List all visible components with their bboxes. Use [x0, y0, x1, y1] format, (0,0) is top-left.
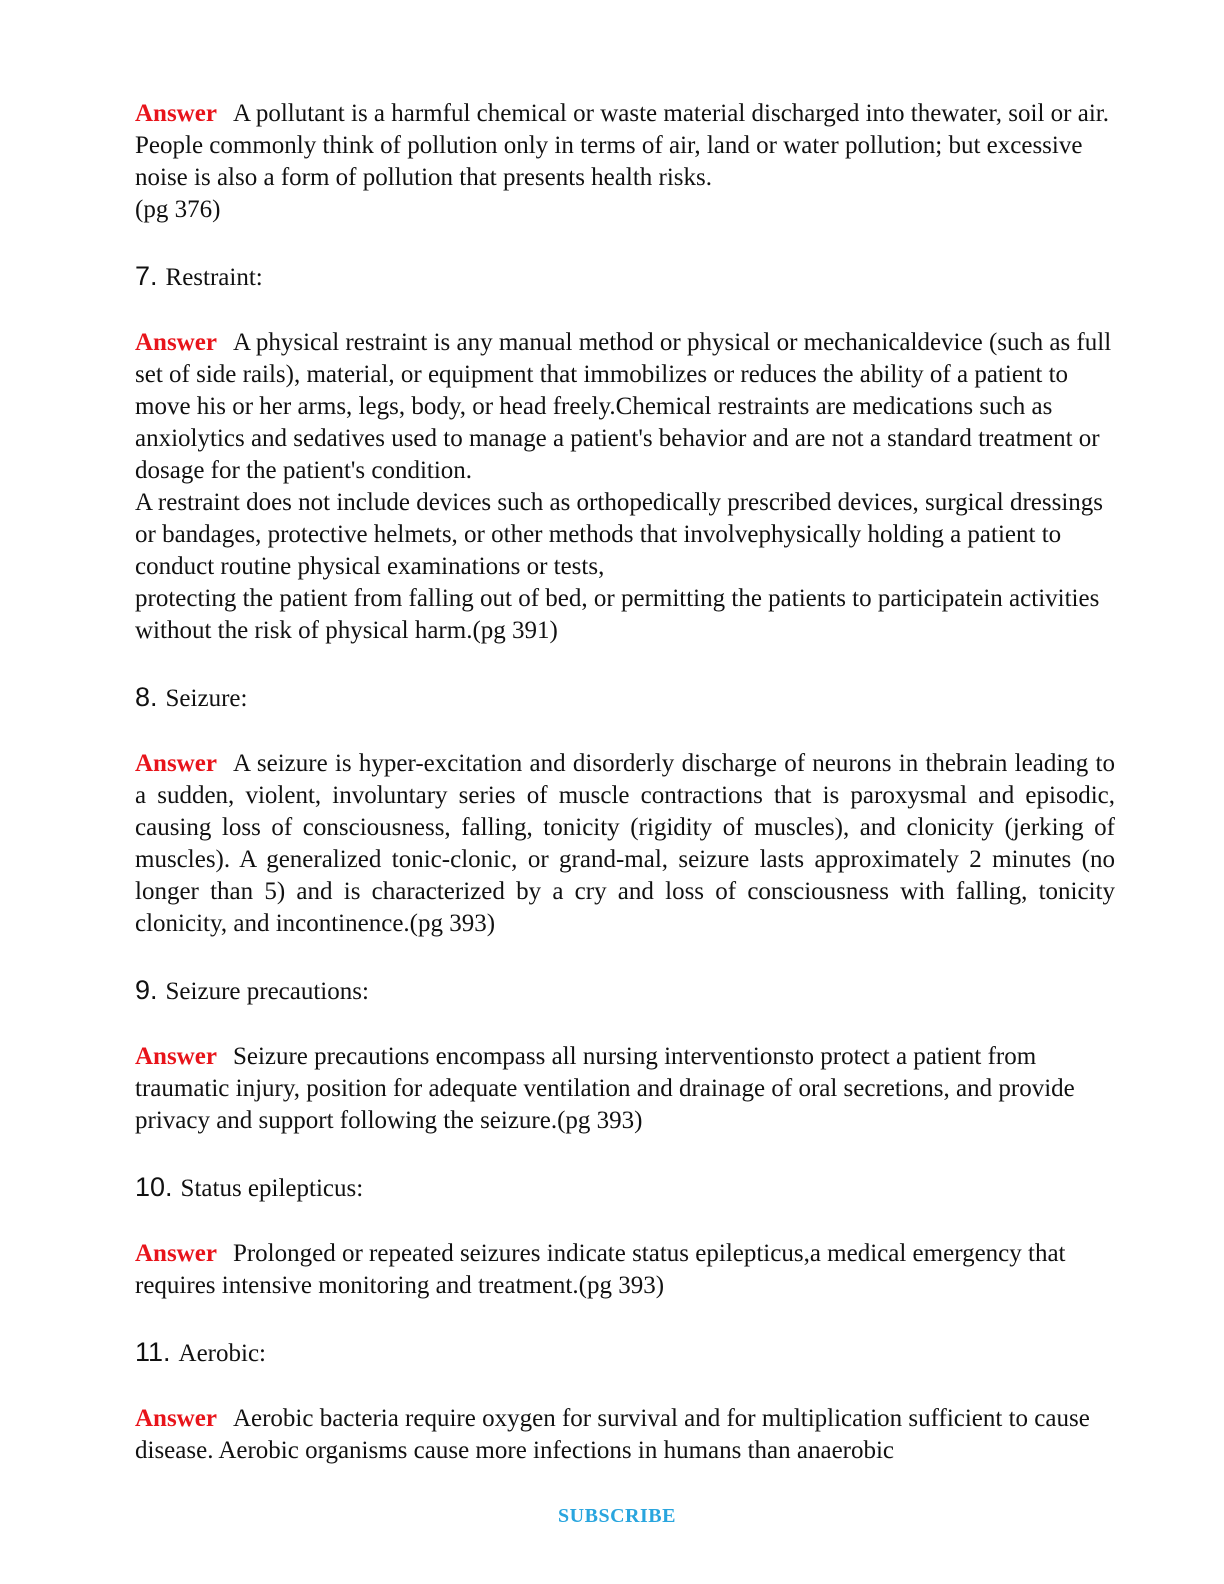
answer-7 [135, 327, 1115, 647]
answer-6-page-ref: (pg 376) [135, 196, 221, 223]
question-term: Restraint: [165, 264, 263, 291]
answer-9-paragraph [135, 1041, 1115, 1137]
answer-11-paragraph [135, 1403, 1115, 1467]
answer-8-paragraph [135, 748, 1115, 940]
answer-label: Answer [135, 1405, 217, 1432]
answer-7-paragraph-1 [135, 327, 1115, 487]
question-term: Aerobic: [178, 1340, 266, 1367]
question-term: Status epilepticus: [180, 1175, 364, 1202]
answer-6-text: A pollutant is a harmful chemical or waste material discharged into thewater, soil or air. People commonly think of pollution only in terms of air, land or water pollution; but excessive noise is also a form of pollution that presents health risks. [135, 100, 1109, 191]
answer-8-text: A seizure is hyper-excitation and disorderly discharge of neurons in thebrain leading to a sudden, violent, involuntary series of muscle contractions that is paroxysmal and episodic, causing loss of consciousness, falling, tonicity (rigidity of muscles), and clonicity (jerking of muscles). A generalized tonic-clonic, or grand-mal, seizure lasts approximately 2 minutes (no longer than 5) and is characterized by a cry and loss of consciousness with falling, tonicity clonicity, and incontinence.(pg 393) [135, 750, 1115, 937]
answer-6 [135, 98, 1115, 226]
question-number: 8. [135, 682, 158, 712]
answer-6-paragraph [135, 98, 1115, 194]
question-number: 7. [135, 261, 158, 291]
question-9 [135, 974, 1115, 1008]
answer-label: Answer [135, 329, 217, 356]
answer-10-text: Prolonged or repeated seizures indicate status epilepticus,a medical emergency that requires intensive monitoring and treatment.(pg 393) [135, 1240, 1066, 1299]
question-11 [135, 1336, 1115, 1370]
question-number: 10. [135, 1172, 173, 1202]
question-10 [135, 1171, 1115, 1205]
answer-7-text-1: A physical restraint is any manual method or physical or mechanicaldevice (such as full set of side rails), material, or equipment that immobilizes or reduces the ability of a patient to move his or her arms, legs, body, or head freely.Chemical restraints are medications such as anxiolytics and sedatives used to manage a patient's behavior and are not a standard treatment or dosage for the patient's condition. [135, 329, 1112, 484]
answer-label: Answer [135, 750, 217, 777]
answer-7-paragraph-3: protecting the patient from falling out of bed, or permitting the patients to participatein activities without the risk of physical harm.(pg 391) [135, 585, 1100, 644]
question-term: Seizure precautions: [165, 978, 369, 1005]
question-7 [135, 260, 1115, 294]
answer-11-text: Aerobic bacteria require oxygen for survival and for multiplication sufficient to cause disease. Aerobic organisms cause more infections in humans than anaerobic [135, 1405, 1090, 1464]
answer-10 [135, 1238, 1115, 1302]
answer-8 [135, 748, 1115, 940]
answer-label: Answer [135, 1043, 217, 1070]
answer-9 [135, 1041, 1115, 1137]
question-term: Seizure: [165, 685, 248, 712]
subscribe-link[interactable]: SUBSCRIBE [558, 1505, 676, 1527]
answer-7-paragraph-2: A restraint does not include devices such as orthopedically prescribed devices, surgical dressings or bandages, protective helmets, or other methods that involvephysically holding a patient to conduct routine physical examinations or tests, [135, 489, 1104, 580]
question-8 [135, 681, 1115, 715]
answer-label: Answer [135, 100, 217, 127]
question-number: 9. [135, 975, 158, 1005]
answer-10-paragraph [135, 1238, 1115, 1302]
question-number: 11. [135, 1337, 171, 1367]
answer-11 [135, 1403, 1115, 1467]
answer-9-text: Seizure precautions encompass all nursing interventionsto protect a patient from traumatic injury, position for adequate ventilation and drainage of oral secretions, and provide privacy and support following the seizure.(pg 393) [135, 1043, 1075, 1134]
answer-label: Answer [135, 1240, 217, 1267]
document-page [135, 98, 1115, 1467]
